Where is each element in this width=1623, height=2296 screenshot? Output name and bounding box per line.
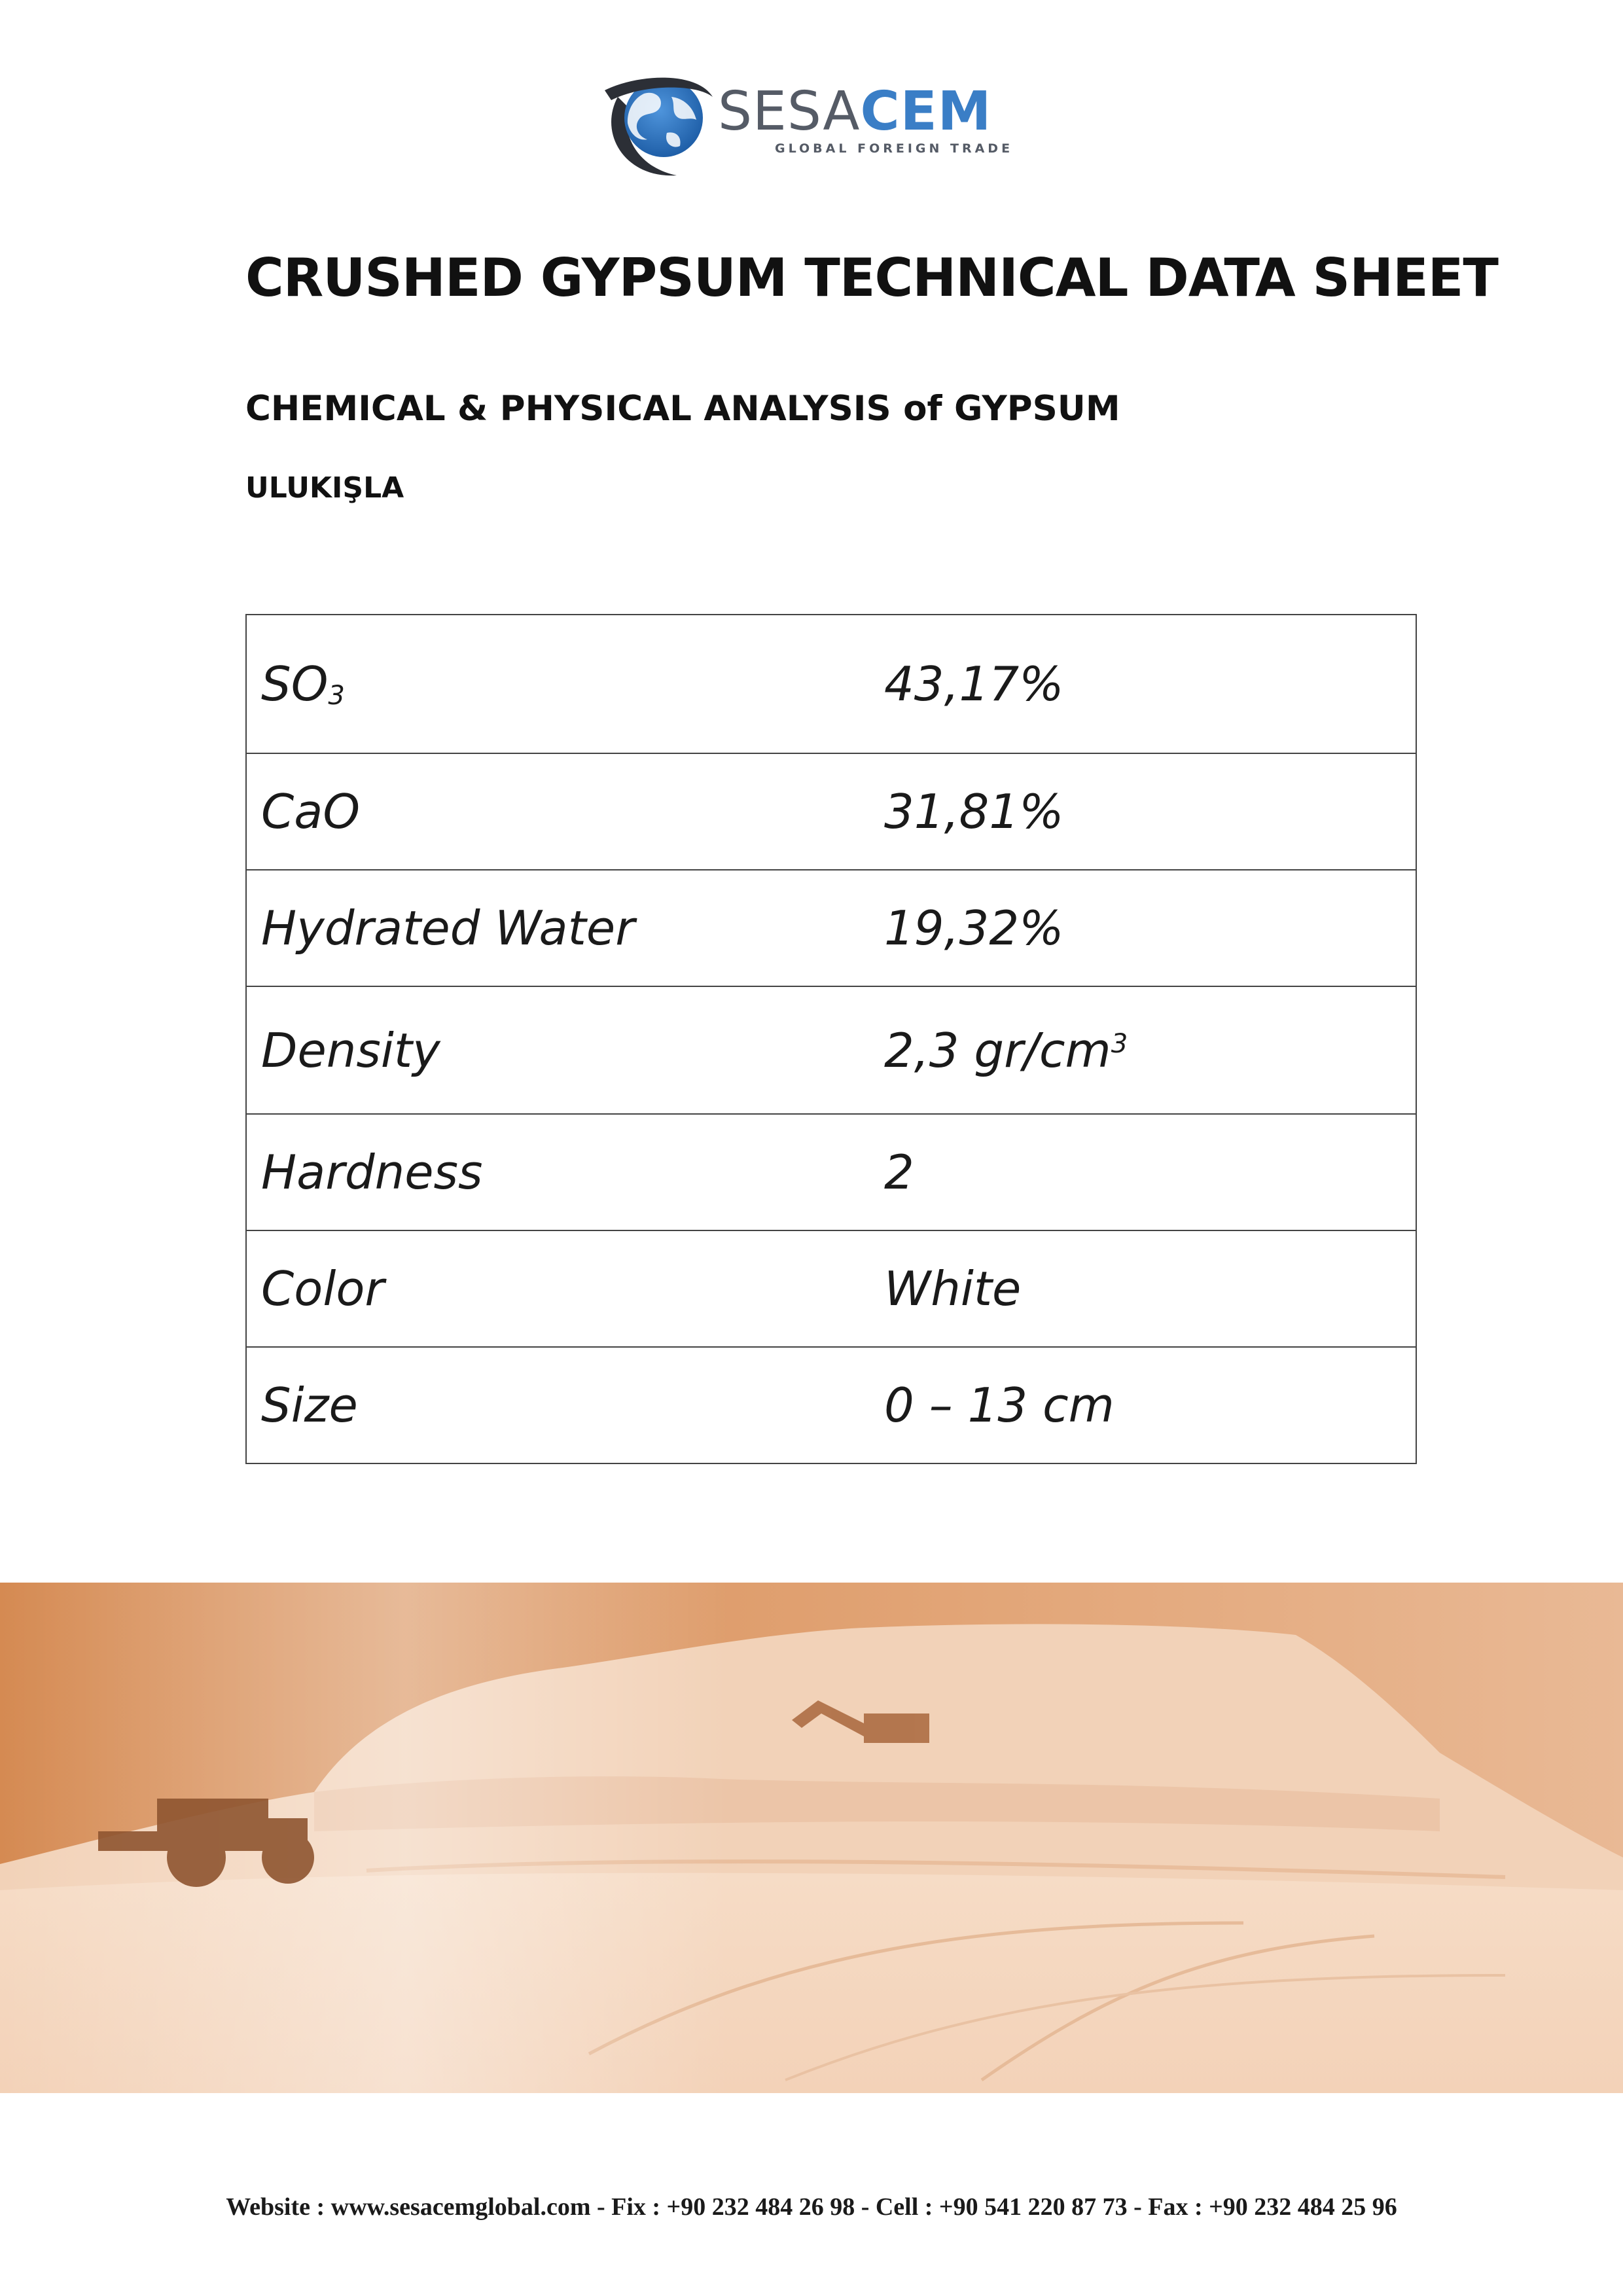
logo-wordmark — [718, 81, 992, 143]
location-label: ULUKIŞLA — [245, 471, 404, 505]
logo-name-part2: CEM — [860, 81, 992, 143]
table-row — [246, 753, 1416, 870]
table-row — [246, 1230, 1416, 1347]
section-subtitle: CHEMICAL & PHYSICAL ANALYSIS of GYPSUM — [245, 389, 1120, 429]
page-title: CRUSHED GYPSUM TECHNICAL DATA SHEET — [245, 247, 1498, 308]
property-cell: CaO — [246, 753, 884, 870]
property-cell: Size — [246, 1347, 884, 1463]
footer-contact: Website : www.sesacemglobal.com - Fix : +90 232 484 26 98 - Cell : +90 541 220 87 73 - Fax : +90 232 484 25 96 — [226, 2193, 1397, 2221]
value-text: 2,3 gr/cm — [884, 1022, 1111, 1078]
value-cell: 43,17% — [884, 615, 1416, 753]
property-cell: Hardness — [246, 1114, 884, 1230]
table-row — [246, 1347, 1416, 1463]
logo-name-part1: SESA — [718, 81, 861, 143]
table-row — [246, 615, 1416, 753]
value-cell — [884, 986, 1416, 1114]
logo-tagline: GLOBAL FOREIGN TRADE — [775, 141, 1014, 156]
analysis-table — [245, 614, 1417, 1464]
value-cell: 31,81% — [884, 753, 1416, 870]
table-row — [246, 870, 1416, 986]
property-subscript: 3 — [328, 681, 345, 711]
company-logo — [598, 71, 1014, 182]
globe-icon — [598, 71, 716, 182]
value-cell: 0 – 13 cm — [884, 1347, 1416, 1463]
value-superscript: 3 — [1111, 1028, 1128, 1059]
property-name: SO — [261, 656, 329, 711]
value-cell: 2 — [884, 1114, 1416, 1230]
value-cell: White — [884, 1230, 1416, 1347]
property-cell: Color — [246, 1230, 884, 1347]
property-cell — [246, 615, 884, 753]
property-cell: Hydrated Water — [246, 870, 884, 986]
property-cell: Density — [246, 986, 884, 1114]
quarry-photo — [0, 1583, 1623, 2093]
table-row — [246, 986, 1416, 1114]
table-row — [246, 1114, 1416, 1230]
value-cell: 19,32% — [884, 870, 1416, 986]
